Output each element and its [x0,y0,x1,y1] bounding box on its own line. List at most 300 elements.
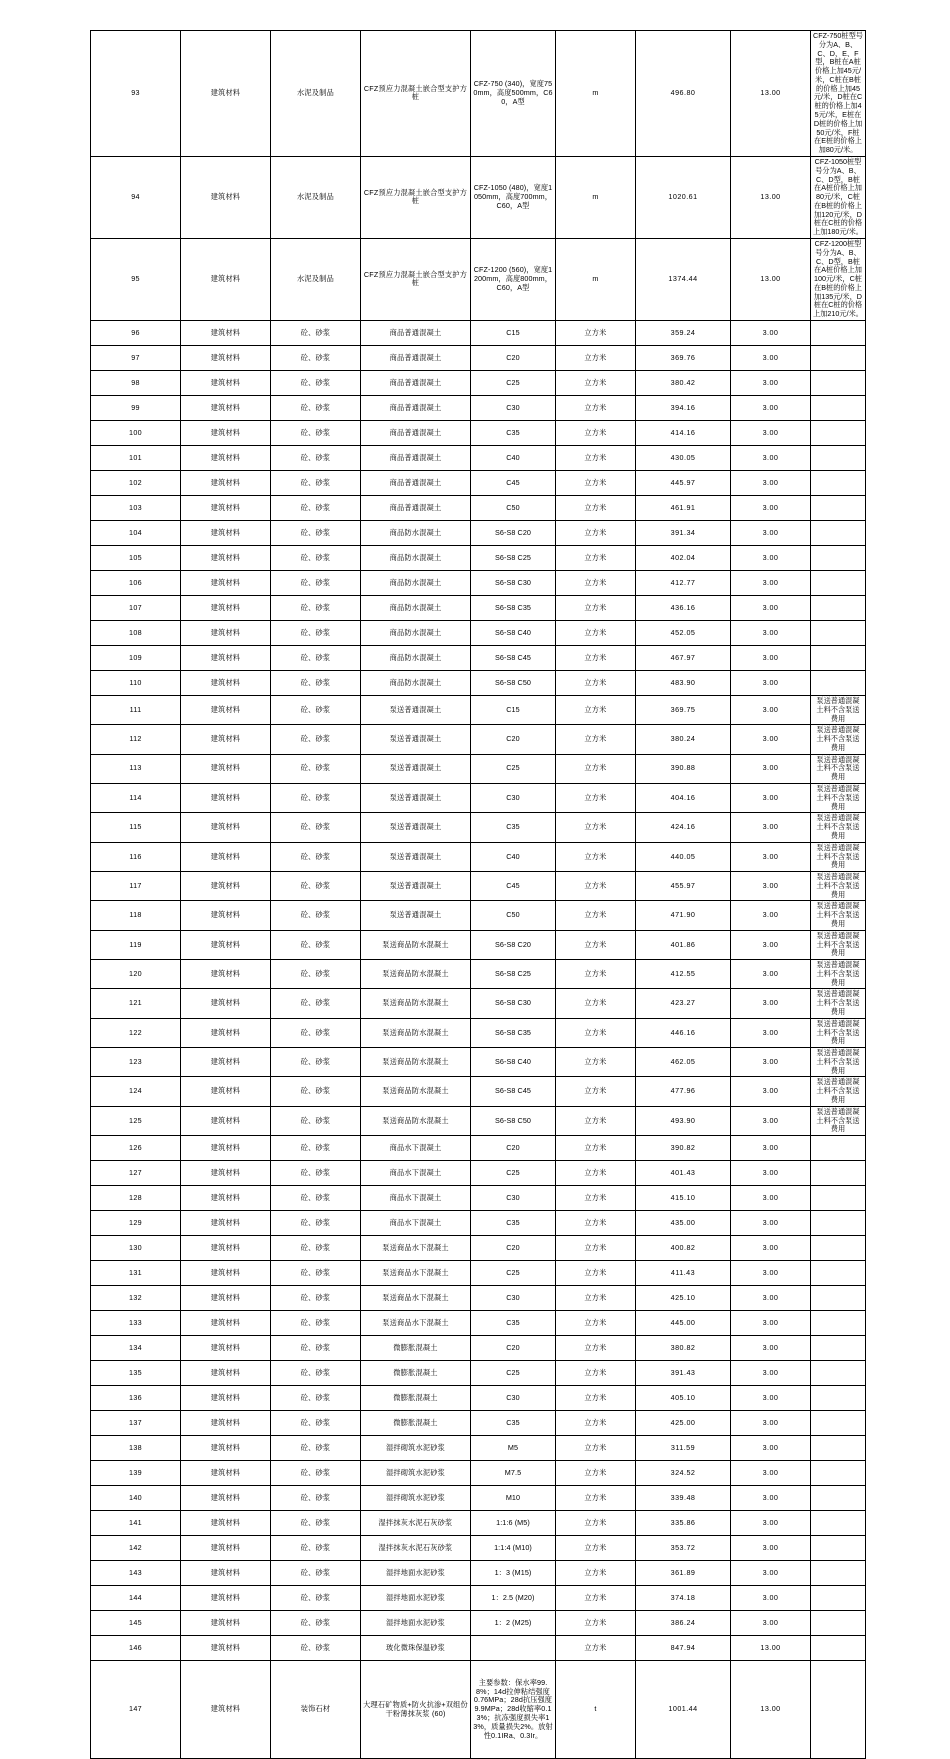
material-price: 471.90 [636,901,731,930]
material-name: 商品普通混凝土 [361,421,471,446]
material-unit: 立方米 [556,901,636,930]
material-category: 建筑材料 [181,546,271,571]
table-row [91,546,866,571]
material-category: 建筑材料 [181,1461,271,1486]
material-category: 建筑材料 [181,621,271,646]
material-category: 建筑材料 [181,471,271,496]
material-remark [811,1161,866,1186]
row-number: 115 [91,813,181,842]
material-tax-rate: 3.00 [731,989,811,1018]
material-price: 415.10 [636,1186,731,1211]
material-category: 建筑材料 [181,646,271,671]
material-spec: C15 [471,321,556,346]
material-remark: 泵送普通混凝土料不含泵送费用 [811,1048,866,1077]
material-tax-rate: 3.00 [731,1261,811,1286]
material-name: 商品普通混凝土 [361,371,471,396]
material-tax-rate: 3.00 [731,571,811,596]
material-unit: 立方米 [556,1636,636,1661]
table-row [91,1077,866,1106]
material-subcategory: 砼、砂浆 [271,1361,361,1386]
row-number: 145 [91,1611,181,1636]
material-subcategory: 砼、砂浆 [271,754,361,783]
row-number: 127 [91,1161,181,1186]
material-name: 泵送普通混凝土 [361,901,471,930]
material-unit: m [556,156,636,238]
row-number: 143 [91,1561,181,1586]
material-unit: 立方米 [556,346,636,371]
material-spec: S6-S8 C50 [471,671,556,696]
material-subcategory: 砼、砂浆 [271,842,361,871]
row-number: 144 [91,1586,181,1611]
material-category: 建筑材料 [181,596,271,621]
material-subcategory: 砼、砂浆 [271,1077,361,1106]
material-remark [811,1536,866,1561]
material-category: 建筑材料 [181,1186,271,1211]
material-name: 玻化微珠保温砂浆 [361,1636,471,1661]
material-subcategory: 砼、砂浆 [271,596,361,621]
material-name: 商品防水混凝土 [361,571,471,596]
table-row [91,421,866,446]
material-remark [811,471,866,496]
row-number: 96 [91,321,181,346]
material-spec: S6-S8 C45 [471,646,556,671]
material-spec: S6-S8 C35 [471,596,556,621]
material-tax-rate: 3.00 [731,321,811,346]
table-row [91,521,866,546]
material-price: 425.10 [636,1286,731,1311]
material-remark: CFZ-750桩型号分为A、B、C、D、E、F型，B桩在A桩价格上加45元/米，C桩在B桩的价格上加45元/米，D桩在C桩的价格上加45元/米，E桩在D桩的价格上加50元/米，F桩在E桩的价格上加80元/米。 [811,31,866,157]
price-list-sheet [90,30,865,1759]
material-unit: 立方米 [556,1386,636,1411]
material-tax-rate: 3.00 [731,671,811,696]
material-name: 泵送商品水下混凝土 [361,1261,471,1286]
row-number: 100 [91,421,181,446]
material-unit: 立方米 [556,696,636,725]
material-unit: 立方米 [556,321,636,346]
material-subcategory: 砼、砂浆 [271,725,361,754]
material-price: 483.90 [636,671,731,696]
material-price: 414.16 [636,421,731,446]
material-name: 湿拌地面水泥砂浆 [361,1561,471,1586]
material-unit: 立方米 [556,1436,636,1461]
material-spec: S6-S8 C50 [471,1106,556,1135]
material-price-table [90,30,866,1759]
material-tax-rate: 3.00 [731,725,811,754]
material-subcategory: 砼、砂浆 [271,1636,361,1661]
material-subcategory: 砼、砂浆 [271,1436,361,1461]
material-tax-rate: 3.00 [731,930,811,959]
material-remark [811,1636,866,1661]
material-category: 建筑材料 [181,1361,271,1386]
material-subcategory: 砼、砂浆 [271,1311,361,1336]
material-tax-rate: 3.00 [731,1186,811,1211]
material-spec: C25 [471,754,556,783]
table-row [91,1311,866,1336]
material-name: 商品防水混凝土 [361,546,471,571]
material-unit: 立方米 [556,471,636,496]
material-tax-rate: 3.00 [731,1018,811,1047]
material-unit: 立方米 [556,1486,636,1511]
material-subcategory: 砼、砂浆 [271,784,361,813]
material-remark [811,346,866,371]
material-unit: 立方米 [556,1511,636,1536]
material-name: 商品防水混凝土 [361,646,471,671]
material-category: 建筑材料 [181,346,271,371]
material-spec: 1:1:4 (M10) [471,1536,556,1561]
material-spec: M7.5 [471,1461,556,1486]
material-tax-rate: 3.00 [731,1077,811,1106]
material-name: 商品水下混凝土 [361,1136,471,1161]
material-spec: C35 [471,1411,556,1436]
material-unit: 立方米 [556,496,636,521]
table-row [91,1136,866,1161]
material-category: 建筑材料 [181,1211,271,1236]
material-remark: 泵送普通混凝土料不含泵送费用 [811,725,866,754]
material-remark: 泵送普通混凝土料不含泵送费用 [811,930,866,959]
material-subcategory: 砼、砂浆 [271,1136,361,1161]
table-row [91,1018,866,1047]
material-price: 324.52 [636,1461,731,1486]
material-unit: 立方米 [556,725,636,754]
material-name: 湿拌地面水泥砂浆 [361,1611,471,1636]
table-row [91,371,866,396]
material-remark: 泵送普通混凝土料不含泵送费用 [811,989,866,1018]
table-row [91,1436,866,1461]
material-unit: 立方米 [556,1561,636,1586]
material-subcategory: 砼、砂浆 [271,346,361,371]
material-price: 412.77 [636,571,731,596]
material-subcategory: 水泥及制品 [271,238,361,320]
material-unit: t [556,1661,636,1759]
material-unit: m [556,31,636,157]
material-remark [811,1486,866,1511]
material-spec: 1：3 (M15) [471,1561,556,1586]
row-number: 102 [91,471,181,496]
table-row [91,1386,866,1411]
row-number: 142 [91,1536,181,1561]
material-category: 建筑材料 [181,989,271,1018]
material-name: 微膨胀混凝土 [361,1336,471,1361]
row-number: 120 [91,960,181,989]
material-tax-rate: 13.00 [731,238,811,320]
material-remark [811,1136,866,1161]
table-row [91,1336,866,1361]
material-spec: C50 [471,496,556,521]
material-remark [811,571,866,596]
material-unit: 立方米 [556,754,636,783]
material-tax-rate: 3.00 [731,621,811,646]
material-subcategory: 砼、砂浆 [271,930,361,959]
material-price: 445.97 [636,471,731,496]
material-unit: 立方米 [556,1311,636,1336]
material-subcategory: 砼、砂浆 [271,1336,361,1361]
table-row [91,396,866,421]
row-number: 112 [91,725,181,754]
row-number: 110 [91,671,181,696]
table-row [91,930,866,959]
material-subcategory: 砼、砂浆 [271,621,361,646]
material-unit: 立方米 [556,1361,636,1386]
material-subcategory: 砼、砂浆 [271,371,361,396]
material-category: 建筑材料 [181,496,271,521]
row-number: 118 [91,901,181,930]
material-unit: 立方米 [556,842,636,871]
material-price: 424.16 [636,813,731,842]
material-price: 353.72 [636,1536,731,1561]
row-number: 129 [91,1211,181,1236]
row-number: 119 [91,930,181,959]
material-unit: 立方米 [556,1136,636,1161]
material-tax-rate: 3.00 [731,1611,811,1636]
material-unit: 立方米 [556,872,636,901]
material-price: 404.16 [636,784,731,813]
material-price: 400.82 [636,1236,731,1261]
material-category: 建筑材料 [181,1311,271,1336]
material-category: 建筑材料 [181,754,271,783]
material-spec: M5 [471,1436,556,1461]
material-subcategory: 砼、砂浆 [271,446,361,471]
material-name: 泵送商品防水混凝土 [361,1106,471,1135]
material-name: 泵送商品水下混凝土 [361,1311,471,1336]
material-remark [811,646,866,671]
material-remark: 泵送普通混凝土料不含泵送费用 [811,901,866,930]
row-number: 137 [91,1411,181,1436]
material-tax-rate: 3.00 [731,521,811,546]
material-price: 401.86 [636,930,731,959]
material-unit: 立方米 [556,1586,636,1611]
material-unit: 立方米 [556,784,636,813]
material-tax-rate: 3.00 [731,1436,811,1461]
material-subcategory: 砼、砂浆 [271,989,361,1018]
material-price: 436.16 [636,596,731,621]
material-name: CFZ预应力混凝土嵌合型支护方桩 [361,31,471,157]
material-name: 泵送商品防水混凝土 [361,1077,471,1106]
material-price: 380.42 [636,371,731,396]
row-number: 126 [91,1136,181,1161]
material-category: 建筑材料 [181,1511,271,1536]
table-row [91,1286,866,1311]
material-remark: 泵送普通混凝土料不含泵送费用 [811,1106,866,1135]
material-name: 泵送商品水下混凝土 [361,1286,471,1311]
material-name: 湿拌抹灰水泥石灰砂浆 [361,1511,471,1536]
row-number: 139 [91,1461,181,1486]
table-row [91,1461,866,1486]
table-row [91,1161,866,1186]
table-row [91,725,866,754]
material-price: 430.05 [636,446,731,471]
material-tax-rate: 3.00 [731,842,811,871]
material-category: 建筑材料 [181,1106,271,1135]
table-row [91,872,866,901]
row-number: 133 [91,1311,181,1336]
material-price: 847.94 [636,1636,731,1661]
material-category: 建筑材料 [181,930,271,959]
material-subcategory: 砼、砂浆 [271,872,361,901]
material-tax-rate: 13.00 [731,1636,811,1661]
material-subcategory: 砼、砂浆 [271,1261,361,1286]
material-price: 467.97 [636,646,731,671]
material-remark [811,371,866,396]
row-number: 116 [91,842,181,871]
material-price: 311.59 [636,1436,731,1461]
material-category: 建筑材料 [181,960,271,989]
material-subcategory: 砼、砂浆 [271,1586,361,1611]
material-category: 建筑材料 [181,842,271,871]
table-row [91,1511,866,1536]
table-row [91,596,866,621]
material-price: 493.90 [636,1106,731,1135]
material-spec: C25 [471,1161,556,1186]
material-price: 1001.44 [636,1661,731,1759]
material-tax-rate: 3.00 [731,1311,811,1336]
material-remark: 泵送普通混凝土料不含泵送费用 [811,1077,866,1106]
row-number: 125 [91,1106,181,1135]
material-spec: S6-S8 C35 [471,1018,556,1047]
table-row [91,496,866,521]
material-price: 380.82 [636,1336,731,1361]
table-row [91,446,866,471]
material-category: 建筑材料 [181,1611,271,1636]
row-number: 135 [91,1361,181,1386]
material-tax-rate: 3.00 [731,901,811,930]
material-category: 建筑材料 [181,1486,271,1511]
material-name: 微膨胀混凝土 [361,1386,471,1411]
material-category: 建筑材料 [181,446,271,471]
material-tax-rate: 3.00 [731,421,811,446]
material-remark: 泵送普通混凝土料不含泵送费用 [811,960,866,989]
table-row [91,1211,866,1236]
material-tax-rate: 3.00 [731,1286,811,1311]
material-name: 微膨胀混凝土 [361,1361,471,1386]
material-tax-rate: 3.00 [731,872,811,901]
material-tax-rate: 3.00 [731,1536,811,1561]
material-spec: CFZ-1050 (480)，宽度1050mm，高度700mm，C60，A型 [471,156,556,238]
material-price: 435.00 [636,1211,731,1236]
table-row [91,754,866,783]
material-category: 建筑材料 [181,156,271,238]
material-subcategory: 砼、砂浆 [271,321,361,346]
material-spec: S6-S8 C30 [471,989,556,1018]
material-tax-rate: 3.00 [731,1461,811,1486]
row-number: 93 [91,31,181,157]
material-tax-rate: 3.00 [731,646,811,671]
material-unit: 立方米 [556,1536,636,1561]
material-tax-rate: 3.00 [731,1586,811,1611]
row-number: 95 [91,238,181,320]
material-category: 建筑材料 [181,1661,271,1759]
material-name: 商品防水混凝土 [361,521,471,546]
material-spec: M10 [471,1486,556,1511]
material-name: 泵送普通混凝土 [361,842,471,871]
material-price: 401.43 [636,1161,731,1186]
material-subcategory: 砼、砂浆 [271,1161,361,1186]
material-unit: 立方米 [556,1336,636,1361]
material-tax-rate: 3.00 [731,1161,811,1186]
material-spec: C25 [471,1361,556,1386]
material-tax-rate: 3.00 [731,396,811,421]
material-subcategory: 水泥及制品 [271,156,361,238]
material-tax-rate: 3.00 [731,446,811,471]
material-price: 440.05 [636,842,731,871]
table-body [91,31,866,1759]
material-spec: C25 [471,371,556,396]
row-number: 108 [91,621,181,646]
material-unit: 立方米 [556,989,636,1018]
material-unit: 立方米 [556,596,636,621]
material-remark [811,496,866,521]
material-remark [811,1511,866,1536]
material-remark [811,421,866,446]
material-name: 商品防水混凝土 [361,596,471,621]
material-category: 建筑材料 [181,1136,271,1161]
material-subcategory: 砼、砂浆 [271,646,361,671]
material-price: 477.96 [636,1077,731,1106]
material-subcategory: 砼、砂浆 [271,1018,361,1047]
table-row [91,1561,866,1586]
material-spec: C35 [471,421,556,446]
material-unit: 立方米 [556,371,636,396]
material-remark [811,1461,866,1486]
material-subcategory: 砼、砂浆 [271,671,361,696]
material-remark [811,1336,866,1361]
material-name: 泵送商品防水混凝土 [361,960,471,989]
row-number: 146 [91,1636,181,1661]
table-row [91,696,866,725]
table-row [91,1411,866,1436]
material-subcategory: 砼、砂浆 [271,421,361,446]
row-number: 97 [91,346,181,371]
material-name: 泵送普通混凝土 [361,696,471,725]
material-spec: 主要参数：保水率99.8%；14d拉伸粘结强度0.76MPa；28d抗压强度9.9MPa；28d收缩率0.13%；抗冻强度损失率13%，质量损失2%。放射性0.1IRa、0.3Ir。 [471,1661,556,1759]
material-tax-rate: 3.00 [731,1236,811,1261]
material-price: 359.24 [636,321,731,346]
material-unit: 立方米 [556,1048,636,1077]
material-spec: S6-S8 C40 [471,621,556,646]
material-price: 374.18 [636,1586,731,1611]
table-row [91,989,866,1018]
material-remark: 泵送普通混凝土料不含泵送费用 [811,1018,866,1047]
material-tax-rate: 3.00 [731,596,811,621]
material-tax-rate: 3.00 [731,346,811,371]
material-subcategory: 砼、砂浆 [271,696,361,725]
material-category: 建筑材料 [181,1561,271,1586]
material-tax-rate: 3.00 [731,1136,811,1161]
material-spec: C20 [471,1336,556,1361]
material-spec: S6-S8 C25 [471,546,556,571]
material-price: 394.16 [636,396,731,421]
material-subcategory: 砼、砂浆 [271,1048,361,1077]
material-name: 泵送普通混凝土 [361,813,471,842]
material-name: 泵送普通混凝土 [361,784,471,813]
row-number: 147 [91,1661,181,1759]
material-category: 建筑材料 [181,371,271,396]
material-category: 建筑材料 [181,1436,271,1461]
material-subcategory: 砼、砂浆 [271,1286,361,1311]
material-category: 建筑材料 [181,696,271,725]
table-row [91,346,866,371]
material-remark [811,1386,866,1411]
material-subcategory: 装饰石材 [271,1661,361,1759]
material-spec: C30 [471,396,556,421]
material-name: 泵送普通混凝土 [361,754,471,783]
table-row [91,1106,866,1135]
material-price: 390.88 [636,754,731,783]
material-subcategory: 砼、砂浆 [271,1236,361,1261]
material-name: 泵送普通混凝土 [361,872,471,901]
material-spec: C30 [471,1386,556,1411]
material-spec: S6-S8 C25 [471,960,556,989]
material-remark [811,521,866,546]
